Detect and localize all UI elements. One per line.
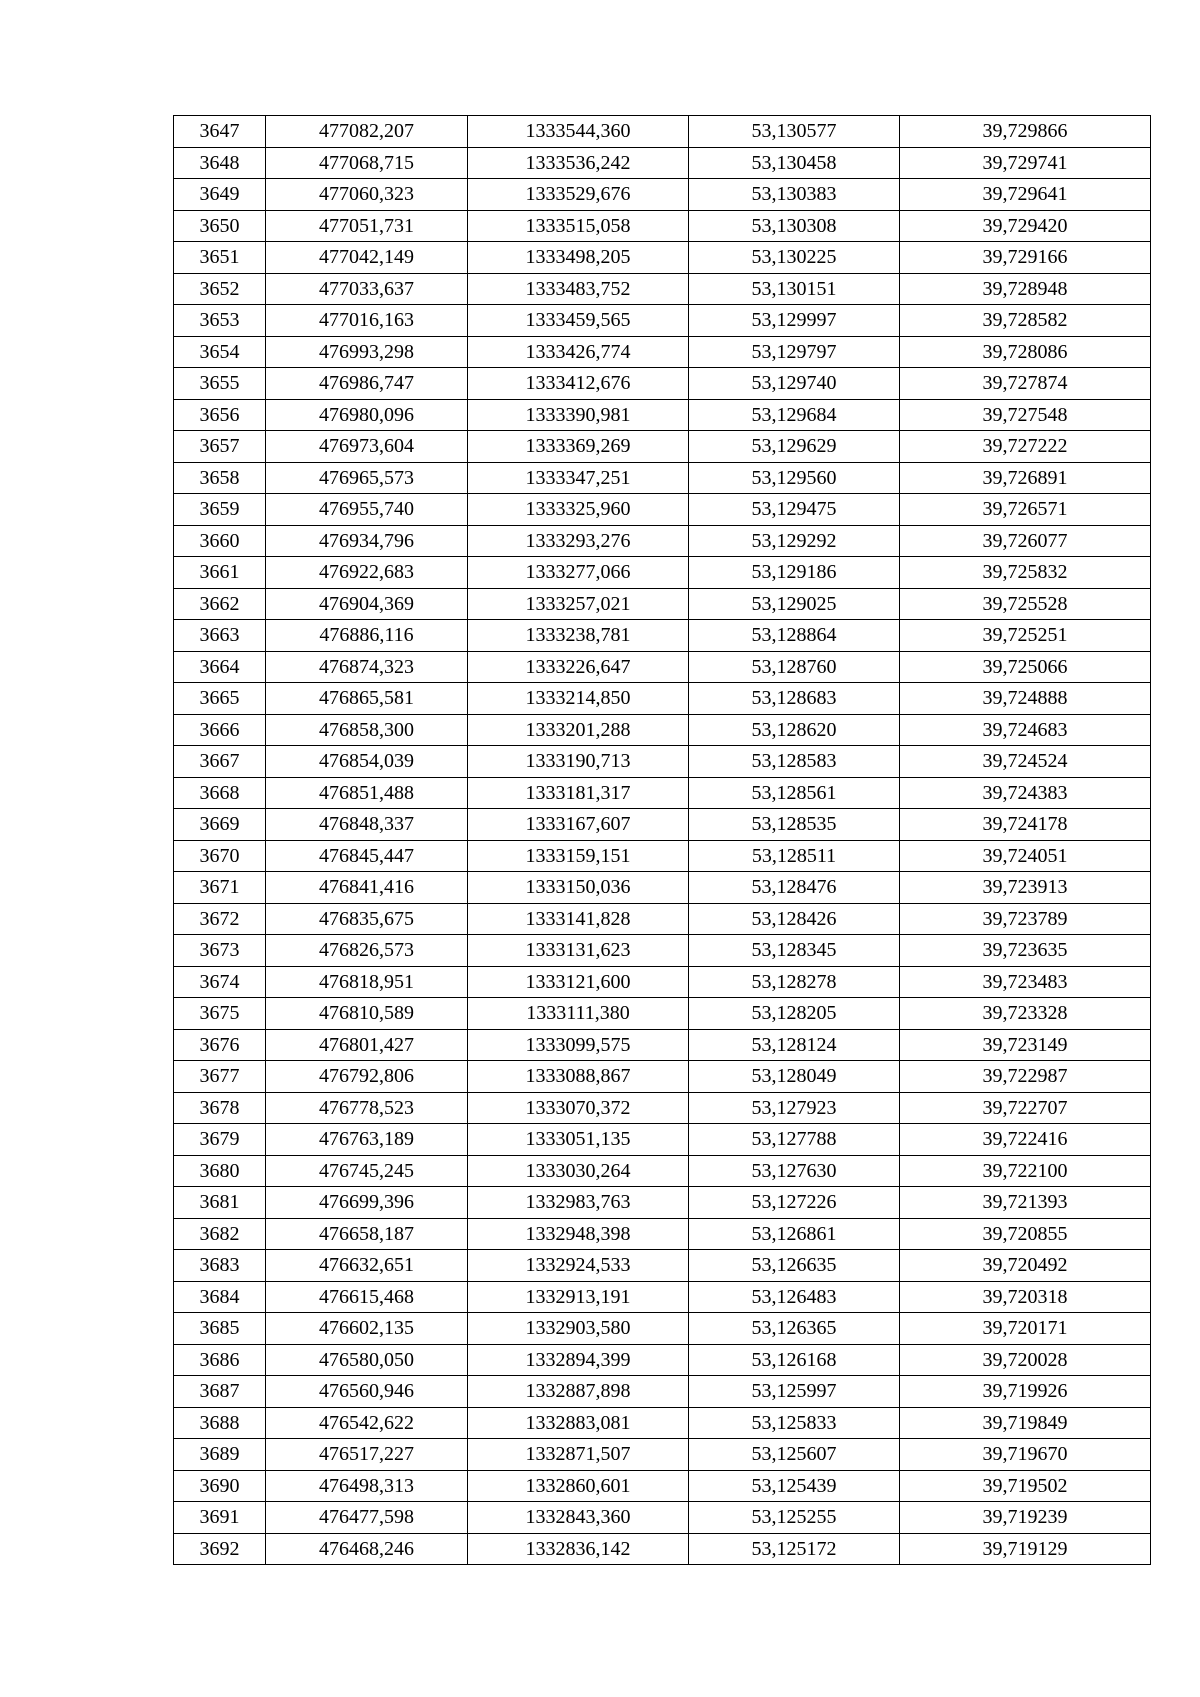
x-coordinate-cell: 476778,523 bbox=[266, 1092, 468, 1124]
latitude-cell: 53,129684 bbox=[689, 399, 900, 431]
latitude-cell: 53,128864 bbox=[689, 620, 900, 652]
table-row bbox=[174, 714, 1151, 746]
latitude-cell: 53,128124 bbox=[689, 1029, 900, 1061]
table-row bbox=[174, 1124, 1151, 1156]
x-coordinate-cell: 476763,189 bbox=[266, 1124, 468, 1156]
latitude-cell: 53,126168 bbox=[689, 1344, 900, 1376]
table-row bbox=[174, 1092, 1151, 1124]
point-number-cell: 3671 bbox=[174, 872, 266, 904]
point-number-cell: 3672 bbox=[174, 903, 266, 935]
latitude-cell: 53,125439 bbox=[689, 1470, 900, 1502]
y-coordinate-cell: 1333277,066 bbox=[468, 557, 689, 589]
table-row bbox=[174, 494, 1151, 526]
x-coordinate-cell: 476801,427 bbox=[266, 1029, 468, 1061]
x-coordinate-cell: 476745,245 bbox=[266, 1155, 468, 1187]
x-coordinate-cell: 477068,715 bbox=[266, 147, 468, 179]
y-coordinate-cell: 1332843,360 bbox=[468, 1502, 689, 1534]
latitude-cell: 53,128511 bbox=[689, 840, 900, 872]
x-coordinate-cell: 476835,675 bbox=[266, 903, 468, 935]
x-coordinate-cell: 476980,096 bbox=[266, 399, 468, 431]
latitude-cell: 53,130151 bbox=[689, 273, 900, 305]
y-coordinate-cell: 1333369,269 bbox=[468, 431, 689, 463]
latitude-cell: 53,125997 bbox=[689, 1376, 900, 1408]
x-coordinate-cell: 476658,187 bbox=[266, 1218, 468, 1250]
point-number-cell: 3688 bbox=[174, 1407, 266, 1439]
longitude-cell: 39,719926 bbox=[900, 1376, 1151, 1408]
point-number-cell: 3674 bbox=[174, 966, 266, 998]
longitude-cell: 39,728582 bbox=[900, 305, 1151, 337]
latitude-cell: 53,129560 bbox=[689, 462, 900, 494]
x-coordinate-cell: 476560,946 bbox=[266, 1376, 468, 1408]
longitude-cell: 39,723635 bbox=[900, 935, 1151, 967]
table-row bbox=[174, 557, 1151, 589]
longitude-cell: 39,723149 bbox=[900, 1029, 1151, 1061]
x-coordinate-cell: 476986,747 bbox=[266, 368, 468, 400]
x-coordinate-cell: 476973,604 bbox=[266, 431, 468, 463]
y-coordinate-cell: 1333141,828 bbox=[468, 903, 689, 935]
y-coordinate-cell: 1333190,713 bbox=[468, 746, 689, 778]
x-coordinate-cell: 476792,806 bbox=[266, 1061, 468, 1093]
point-number-cell: 3686 bbox=[174, 1344, 266, 1376]
y-coordinate-cell: 1332860,601 bbox=[468, 1470, 689, 1502]
x-coordinate-cell: 476580,050 bbox=[266, 1344, 468, 1376]
latitude-cell: 53,129997 bbox=[689, 305, 900, 337]
x-coordinate-cell: 476845,447 bbox=[266, 840, 468, 872]
y-coordinate-cell: 1333214,850 bbox=[468, 683, 689, 715]
latitude-cell: 53,127226 bbox=[689, 1187, 900, 1219]
table-row bbox=[174, 1502, 1151, 1534]
point-number-cell: 3675 bbox=[174, 998, 266, 1030]
y-coordinate-cell: 1333426,774 bbox=[468, 336, 689, 368]
table-row bbox=[174, 872, 1151, 904]
y-coordinate-cell: 1333159,151 bbox=[468, 840, 689, 872]
longitude-cell: 39,720318 bbox=[900, 1281, 1151, 1313]
longitude-cell: 39,729641 bbox=[900, 179, 1151, 211]
table-row bbox=[174, 903, 1151, 935]
y-coordinate-cell: 1333536,242 bbox=[468, 147, 689, 179]
latitude-cell: 53,128476 bbox=[689, 872, 900, 904]
longitude-cell: 39,725832 bbox=[900, 557, 1151, 589]
x-coordinate-cell: 477042,149 bbox=[266, 242, 468, 274]
y-coordinate-cell: 1333051,135 bbox=[468, 1124, 689, 1156]
table-row bbox=[174, 1281, 1151, 1313]
coordinates-table-body bbox=[174, 116, 1151, 1565]
x-coordinate-cell: 476848,337 bbox=[266, 809, 468, 841]
x-coordinate-cell: 476818,951 bbox=[266, 966, 468, 998]
table-row bbox=[174, 809, 1151, 841]
longitude-cell: 39,722100 bbox=[900, 1155, 1151, 1187]
longitude-cell: 39,722987 bbox=[900, 1061, 1151, 1093]
latitude-cell: 53,125172 bbox=[689, 1533, 900, 1565]
point-number-cell: 3648 bbox=[174, 147, 266, 179]
longitude-cell: 39,727222 bbox=[900, 431, 1151, 463]
point-number-cell: 3647 bbox=[174, 116, 266, 148]
table-row bbox=[174, 935, 1151, 967]
point-number-cell: 3682 bbox=[174, 1218, 266, 1250]
coordinates-table bbox=[173, 115, 1151, 1565]
longitude-cell: 39,724888 bbox=[900, 683, 1151, 715]
longitude-cell: 39,723913 bbox=[900, 872, 1151, 904]
longitude-cell: 39,727548 bbox=[900, 399, 1151, 431]
y-coordinate-cell: 1333238,781 bbox=[468, 620, 689, 652]
table-row bbox=[174, 1407, 1151, 1439]
x-coordinate-cell: 476632,651 bbox=[266, 1250, 468, 1282]
table-row bbox=[174, 399, 1151, 431]
point-number-cell: 3650 bbox=[174, 210, 266, 242]
longitude-cell: 39,728086 bbox=[900, 336, 1151, 368]
y-coordinate-cell: 1333483,752 bbox=[468, 273, 689, 305]
table-row bbox=[174, 431, 1151, 463]
longitude-cell: 39,719670 bbox=[900, 1439, 1151, 1471]
point-number-cell: 3691 bbox=[174, 1502, 266, 1534]
x-coordinate-cell: 476993,298 bbox=[266, 336, 468, 368]
table-row bbox=[174, 210, 1151, 242]
table-row bbox=[174, 746, 1151, 778]
latitude-cell: 53,128205 bbox=[689, 998, 900, 1030]
latitude-cell: 53,128049 bbox=[689, 1061, 900, 1093]
latitude-cell: 53,129025 bbox=[689, 588, 900, 620]
latitude-cell: 53,129475 bbox=[689, 494, 900, 526]
y-coordinate-cell: 1333121,600 bbox=[468, 966, 689, 998]
latitude-cell: 53,129740 bbox=[689, 368, 900, 400]
y-coordinate-cell: 1333293,276 bbox=[468, 525, 689, 557]
table-row bbox=[174, 966, 1151, 998]
y-coordinate-cell: 1333412,676 bbox=[468, 368, 689, 400]
latitude-cell: 53,127630 bbox=[689, 1155, 900, 1187]
latitude-cell: 53,126635 bbox=[689, 1250, 900, 1282]
table-row bbox=[174, 683, 1151, 715]
point-number-cell: 3689 bbox=[174, 1439, 266, 1471]
x-coordinate-cell: 476602,135 bbox=[266, 1313, 468, 1345]
point-number-cell: 3680 bbox=[174, 1155, 266, 1187]
x-coordinate-cell: 476498,313 bbox=[266, 1470, 468, 1502]
x-coordinate-cell: 476854,039 bbox=[266, 746, 468, 778]
table-row bbox=[174, 525, 1151, 557]
longitude-cell: 39,726077 bbox=[900, 525, 1151, 557]
table-row bbox=[174, 116, 1151, 148]
y-coordinate-cell: 1333131,623 bbox=[468, 935, 689, 967]
x-coordinate-cell: 476922,683 bbox=[266, 557, 468, 589]
point-number-cell: 3685 bbox=[174, 1313, 266, 1345]
point-number-cell: 3654 bbox=[174, 336, 266, 368]
longitude-cell: 39,724524 bbox=[900, 746, 1151, 778]
x-coordinate-cell: 477016,163 bbox=[266, 305, 468, 337]
point-number-cell: 3659 bbox=[174, 494, 266, 526]
latitude-cell: 53,128620 bbox=[689, 714, 900, 746]
point-number-cell: 3668 bbox=[174, 777, 266, 809]
longitude-cell: 39,729866 bbox=[900, 116, 1151, 148]
point-number-cell: 3657 bbox=[174, 431, 266, 463]
y-coordinate-cell: 1333257,021 bbox=[468, 588, 689, 620]
point-number-cell: 3652 bbox=[174, 273, 266, 305]
x-coordinate-cell: 476841,416 bbox=[266, 872, 468, 904]
latitude-cell: 53,130225 bbox=[689, 242, 900, 274]
latitude-cell: 53,128345 bbox=[689, 935, 900, 967]
longitude-cell: 39,726571 bbox=[900, 494, 1151, 526]
longitude-cell: 39,724051 bbox=[900, 840, 1151, 872]
table-row bbox=[174, 840, 1151, 872]
table-row bbox=[174, 651, 1151, 683]
latitude-cell: 53,126483 bbox=[689, 1281, 900, 1313]
longitude-cell: 39,722416 bbox=[900, 1124, 1151, 1156]
longitude-cell: 39,724178 bbox=[900, 809, 1151, 841]
x-coordinate-cell: 477082,207 bbox=[266, 116, 468, 148]
longitude-cell: 39,720492 bbox=[900, 1250, 1151, 1282]
point-number-cell: 3663 bbox=[174, 620, 266, 652]
y-coordinate-cell: 1333544,360 bbox=[468, 116, 689, 148]
y-coordinate-cell: 1332871,507 bbox=[468, 1439, 689, 1471]
point-number-cell: 3676 bbox=[174, 1029, 266, 1061]
point-number-cell: 3660 bbox=[174, 525, 266, 557]
point-number-cell: 3667 bbox=[174, 746, 266, 778]
x-coordinate-cell: 476517,227 bbox=[266, 1439, 468, 1471]
longitude-cell: 39,719129 bbox=[900, 1533, 1151, 1565]
table-row bbox=[174, 1061, 1151, 1093]
x-coordinate-cell: 476477,598 bbox=[266, 1502, 468, 1534]
latitude-cell: 53,128683 bbox=[689, 683, 900, 715]
latitude-cell: 53,130458 bbox=[689, 147, 900, 179]
y-coordinate-cell: 1332903,580 bbox=[468, 1313, 689, 1345]
latitude-cell: 53,129797 bbox=[689, 336, 900, 368]
x-coordinate-cell: 476826,573 bbox=[266, 935, 468, 967]
y-coordinate-cell: 1333070,372 bbox=[468, 1092, 689, 1124]
x-coordinate-cell: 476699,396 bbox=[266, 1187, 468, 1219]
y-coordinate-cell: 1333088,867 bbox=[468, 1061, 689, 1093]
y-coordinate-cell: 1332887,898 bbox=[468, 1376, 689, 1408]
latitude-cell: 53,127788 bbox=[689, 1124, 900, 1156]
point-number-cell: 3681 bbox=[174, 1187, 266, 1219]
y-coordinate-cell: 1333498,205 bbox=[468, 242, 689, 274]
point-number-cell: 3690 bbox=[174, 1470, 266, 1502]
y-coordinate-cell: 1333201,288 bbox=[468, 714, 689, 746]
longitude-cell: 39,720855 bbox=[900, 1218, 1151, 1250]
latitude-cell: 53,130577 bbox=[689, 116, 900, 148]
table-row bbox=[174, 777, 1151, 809]
table-row bbox=[174, 462, 1151, 494]
latitude-cell: 53,127923 bbox=[689, 1092, 900, 1124]
x-coordinate-cell: 476904,369 bbox=[266, 588, 468, 620]
longitude-cell: 39,726891 bbox=[900, 462, 1151, 494]
longitude-cell: 39,721393 bbox=[900, 1187, 1151, 1219]
table-row bbox=[174, 1029, 1151, 1061]
point-number-cell: 3653 bbox=[174, 305, 266, 337]
x-coordinate-cell: 476874,323 bbox=[266, 651, 468, 683]
point-number-cell: 3669 bbox=[174, 809, 266, 841]
table-row bbox=[174, 1439, 1151, 1471]
longitude-cell: 39,725251 bbox=[900, 620, 1151, 652]
latitude-cell: 53,125255 bbox=[689, 1502, 900, 1534]
longitude-cell: 39,724683 bbox=[900, 714, 1151, 746]
x-coordinate-cell: 477033,637 bbox=[266, 273, 468, 305]
y-coordinate-cell: 1332948,398 bbox=[468, 1218, 689, 1250]
point-number-cell: 3684 bbox=[174, 1281, 266, 1313]
table-row bbox=[174, 1187, 1151, 1219]
x-coordinate-cell: 476542,622 bbox=[266, 1407, 468, 1439]
y-coordinate-cell: 1333226,647 bbox=[468, 651, 689, 683]
longitude-cell: 39,720171 bbox=[900, 1313, 1151, 1345]
table-row bbox=[174, 588, 1151, 620]
table-row bbox=[174, 1313, 1151, 1345]
longitude-cell: 39,729166 bbox=[900, 242, 1151, 274]
longitude-cell: 39,725528 bbox=[900, 588, 1151, 620]
x-coordinate-cell: 476858,300 bbox=[266, 714, 468, 746]
table-row bbox=[174, 147, 1151, 179]
longitude-cell: 39,729741 bbox=[900, 147, 1151, 179]
latitude-cell: 53,128583 bbox=[689, 746, 900, 778]
table-row bbox=[174, 1218, 1151, 1250]
longitude-cell: 39,727874 bbox=[900, 368, 1151, 400]
point-number-cell: 3673 bbox=[174, 935, 266, 967]
longitude-cell: 39,722707 bbox=[900, 1092, 1151, 1124]
point-number-cell: 3670 bbox=[174, 840, 266, 872]
y-coordinate-cell: 1333181,317 bbox=[468, 777, 689, 809]
latitude-cell: 53,128561 bbox=[689, 777, 900, 809]
point-number-cell: 3678 bbox=[174, 1092, 266, 1124]
point-number-cell: 3677 bbox=[174, 1061, 266, 1093]
x-coordinate-cell: 476865,581 bbox=[266, 683, 468, 715]
table-row bbox=[174, 1250, 1151, 1282]
table-row bbox=[174, 1344, 1151, 1376]
x-coordinate-cell: 476468,246 bbox=[266, 1533, 468, 1565]
point-number-cell: 3649 bbox=[174, 179, 266, 211]
point-number-cell: 3664 bbox=[174, 651, 266, 683]
x-coordinate-cell: 476886,116 bbox=[266, 620, 468, 652]
latitude-cell: 53,125833 bbox=[689, 1407, 900, 1439]
y-coordinate-cell: 1332836,142 bbox=[468, 1533, 689, 1565]
latitude-cell: 53,125607 bbox=[689, 1439, 900, 1471]
point-number-cell: 3692 bbox=[174, 1533, 266, 1565]
y-coordinate-cell: 1333099,575 bbox=[468, 1029, 689, 1061]
table-row bbox=[174, 242, 1151, 274]
table-row bbox=[174, 1470, 1151, 1502]
table-row bbox=[174, 179, 1151, 211]
y-coordinate-cell: 1333529,676 bbox=[468, 179, 689, 211]
y-coordinate-cell: 1333167,607 bbox=[468, 809, 689, 841]
x-coordinate-cell: 476965,573 bbox=[266, 462, 468, 494]
y-coordinate-cell: 1333325,960 bbox=[468, 494, 689, 526]
point-number-cell: 3651 bbox=[174, 242, 266, 274]
longitude-cell: 39,723789 bbox=[900, 903, 1151, 935]
table-row bbox=[174, 273, 1151, 305]
longitude-cell: 39,729420 bbox=[900, 210, 1151, 242]
latitude-cell: 53,130308 bbox=[689, 210, 900, 242]
point-number-cell: 3683 bbox=[174, 1250, 266, 1282]
latitude-cell: 53,129186 bbox=[689, 557, 900, 589]
longitude-cell: 39,723328 bbox=[900, 998, 1151, 1030]
y-coordinate-cell: 1333459,565 bbox=[468, 305, 689, 337]
table-row bbox=[174, 336, 1151, 368]
table-row bbox=[174, 1533, 1151, 1565]
latitude-cell: 53,129292 bbox=[689, 525, 900, 557]
y-coordinate-cell: 1333150,036 bbox=[468, 872, 689, 904]
x-coordinate-cell: 477060,323 bbox=[266, 179, 468, 211]
point-number-cell: 3662 bbox=[174, 588, 266, 620]
table-row bbox=[174, 368, 1151, 400]
y-coordinate-cell: 1332894,399 bbox=[468, 1344, 689, 1376]
longitude-cell: 39,728948 bbox=[900, 273, 1151, 305]
y-coordinate-cell: 1332924,533 bbox=[468, 1250, 689, 1282]
y-coordinate-cell: 1333347,251 bbox=[468, 462, 689, 494]
latitude-cell: 53,128760 bbox=[689, 651, 900, 683]
x-coordinate-cell: 476810,589 bbox=[266, 998, 468, 1030]
x-coordinate-cell: 476955,740 bbox=[266, 494, 468, 526]
table-row bbox=[174, 305, 1151, 337]
latitude-cell: 53,126861 bbox=[689, 1218, 900, 1250]
y-coordinate-cell: 1333111,380 bbox=[468, 998, 689, 1030]
longitude-cell: 39,719239 bbox=[900, 1502, 1151, 1534]
point-number-cell: 3666 bbox=[174, 714, 266, 746]
x-coordinate-cell: 476934,796 bbox=[266, 525, 468, 557]
latitude-cell: 53,129629 bbox=[689, 431, 900, 463]
longitude-cell: 39,725066 bbox=[900, 651, 1151, 683]
latitude-cell: 53,128535 bbox=[689, 809, 900, 841]
y-coordinate-cell: 1332883,081 bbox=[468, 1407, 689, 1439]
table-row bbox=[174, 1376, 1151, 1408]
y-coordinate-cell: 1332913,191 bbox=[468, 1281, 689, 1313]
longitude-cell: 39,719502 bbox=[900, 1470, 1151, 1502]
y-coordinate-cell: 1333390,981 bbox=[468, 399, 689, 431]
longitude-cell: 39,720028 bbox=[900, 1344, 1151, 1376]
point-number-cell: 3661 bbox=[174, 557, 266, 589]
y-coordinate-cell: 1332983,763 bbox=[468, 1187, 689, 1219]
point-number-cell: 3665 bbox=[174, 683, 266, 715]
x-coordinate-cell: 477051,731 bbox=[266, 210, 468, 242]
x-coordinate-cell: 476851,488 bbox=[266, 777, 468, 809]
table-row bbox=[174, 1155, 1151, 1187]
latitude-cell: 53,130383 bbox=[689, 179, 900, 211]
longitude-cell: 39,719849 bbox=[900, 1407, 1151, 1439]
y-coordinate-cell: 1333030,264 bbox=[468, 1155, 689, 1187]
point-number-cell: 3658 bbox=[174, 462, 266, 494]
point-number-cell: 3679 bbox=[174, 1124, 266, 1156]
latitude-cell: 53,128426 bbox=[689, 903, 900, 935]
y-coordinate-cell: 1333515,058 bbox=[468, 210, 689, 242]
latitude-cell: 53,128278 bbox=[689, 966, 900, 998]
point-number-cell: 3687 bbox=[174, 1376, 266, 1408]
x-coordinate-cell: 476615,468 bbox=[266, 1281, 468, 1313]
longitude-cell: 39,724383 bbox=[900, 777, 1151, 809]
point-number-cell: 3655 bbox=[174, 368, 266, 400]
table-row bbox=[174, 998, 1151, 1030]
latitude-cell: 53,126365 bbox=[689, 1313, 900, 1345]
longitude-cell: 39,723483 bbox=[900, 966, 1151, 998]
point-number-cell: 3656 bbox=[174, 399, 266, 431]
table-row bbox=[174, 620, 1151, 652]
